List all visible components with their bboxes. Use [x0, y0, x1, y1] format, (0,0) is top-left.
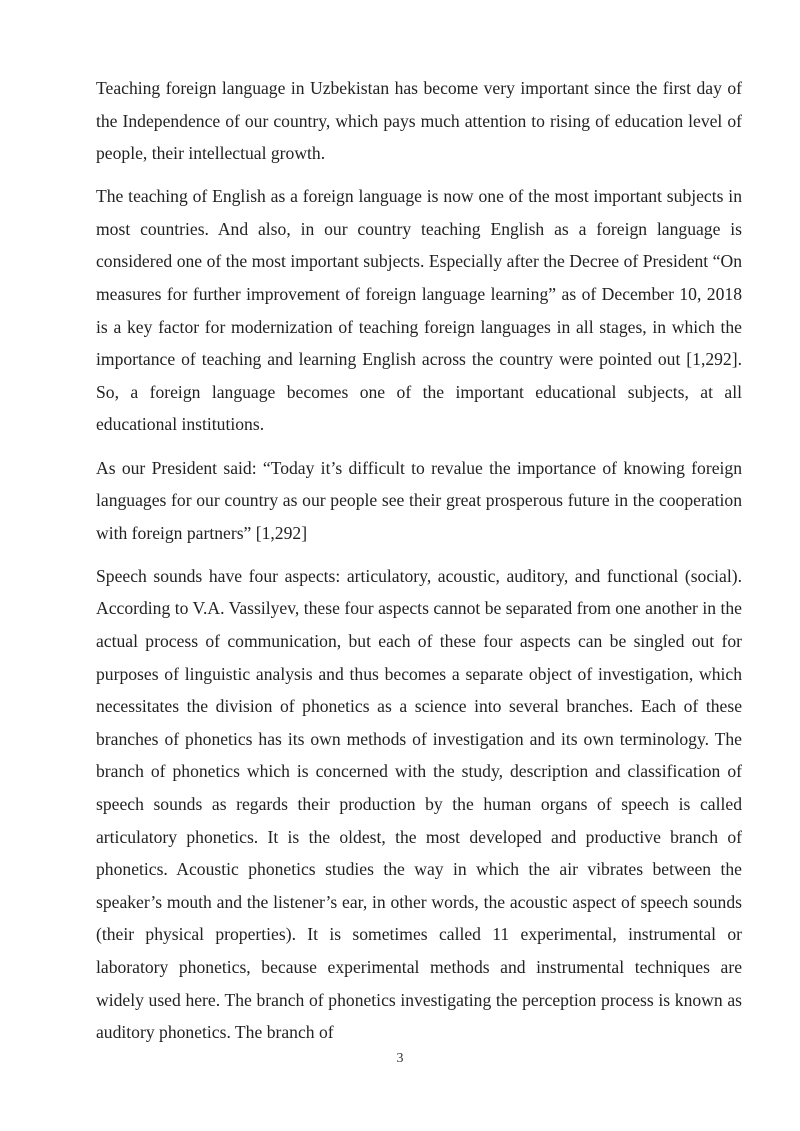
page-number: 3 [396, 1051, 404, 1066]
paragraph-intro: Teaching foreign language in Uzbekistan has become very important since the first day of the Independence of our country, which pays much attention to rising of education level of people, their intellectual growth. [96, 78, 742, 164]
paragraph-english-teaching: The teaching of English as a foreign language is now one of the most important subjects in most countries. And also, in our country teaching English as a foreign language is considered one of the most important subjects. Especially after the Decree of President “On measures for further improvement of foreign language learning” as of December 10, 2018 is a key factor for modernization of teaching foreign languages in all stages, in which the importance of teaching and learning English across the country were pointed out [1,292]. So, a foreign language becomes one of the important educational subjects, at all educational institutions. [96, 186, 742, 435]
paragraph-speech-sounds: Speech sounds have four aspects: articulatory, acoustic, auditory, and functional (social). According to V.A. Vassilyev, these four aspects cannot be separated from one another in the actual process of communication, but each of these four aspects can be singled out for purposes of linguistic analysis and thus becomes a separate object of investigation, which necessitates the division of phonetics as a science into several branches. Each of these branches of phonetics has its own methods of investigation and its own terminology. The branch of phonetics which is concerned with the study, description and classification of speech sounds as regards their production by the human organs of speech is called articulatory phonetics. It is the oldest, the most developed and productive branch of phonetics. Acoustic phonetics studies the way in which the air vibrates between the speaker’s mouth and the listener’s ear, in other words, the acoustic aspect of speech sounds (their physical properties). It is sometimes called 11 experimental, instrumental or laboratory phonetics, because experimental methods and instrumental techniques are widely used here. The branch of phonetics investigating the perception process is known as auditory phonetics. The branch of [96, 565, 742, 1043]
body-text [96, 72, 742, 1059]
paragraph-president-quote: As our President said: “Today it’s difficult to revalue the importance of knowing foreign languages for our country as our people see their great prosperous future in the cooperation with foreign partners” [1,292] [96, 457, 742, 543]
